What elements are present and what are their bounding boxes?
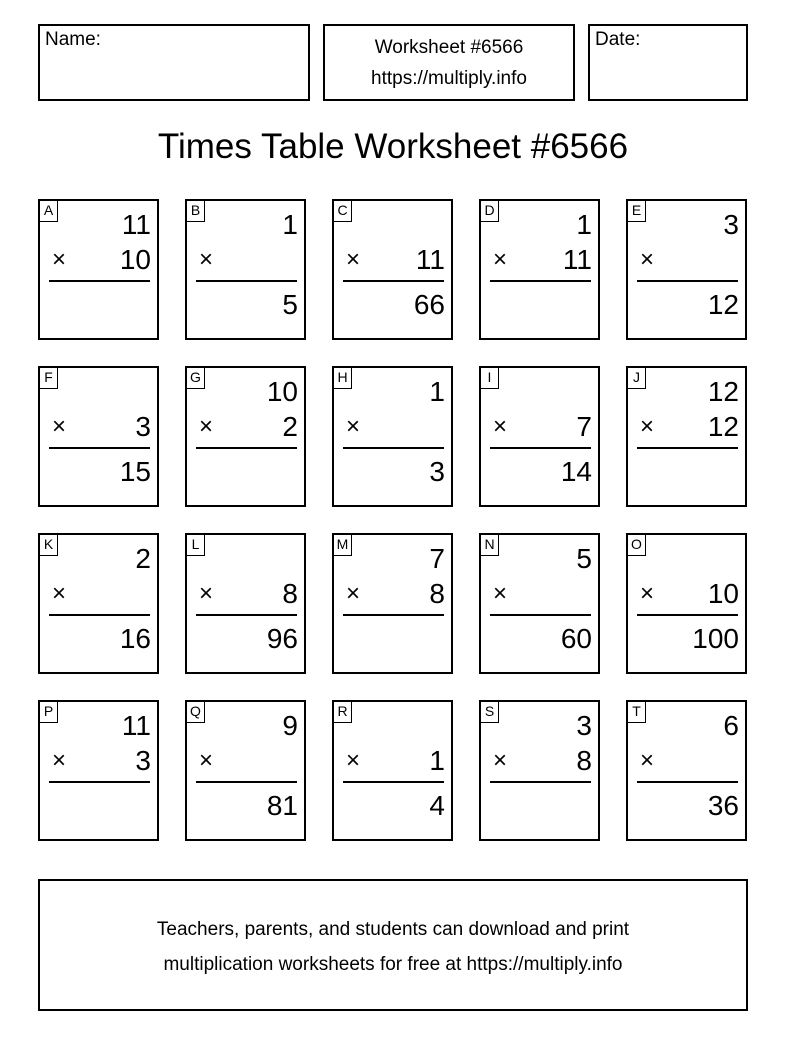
name-label: Name:	[45, 29, 101, 50]
answer-line	[343, 280, 444, 282]
times-sign: ×	[493, 747, 508, 774]
multiplicand: 2	[135, 543, 151, 574]
multiplier: 8	[576, 745, 592, 776]
problem-card	[38, 366, 159, 507]
times-sign: ×	[640, 246, 655, 273]
problem-letter: N	[481, 535, 499, 556]
problem-letter: H	[334, 368, 352, 389]
product: 96	[266, 623, 298, 654]
times-sign: ×	[493, 246, 508, 273]
times-sign: ×	[346, 580, 361, 607]
problem-letter: B	[187, 201, 205, 222]
multiplier: 8	[429, 578, 445, 609]
problem-letter: C	[334, 201, 352, 222]
answer-line	[637, 447, 738, 449]
problem-card	[626, 533, 747, 674]
problem-letter: M	[334, 535, 352, 556]
times-sign: ×	[640, 747, 655, 774]
times-sign: ×	[52, 246, 67, 273]
problem-letter: F	[40, 368, 58, 389]
product: 4	[429, 790, 445, 821]
footer-box	[38, 879, 748, 1011]
multiplicand: 6	[723, 710, 739, 741]
times-sign: ×	[52, 413, 67, 440]
times-sign: ×	[346, 413, 361, 440]
problem-card	[185, 700, 306, 841]
problem-letter: Q	[187, 702, 205, 723]
problem-card	[185, 366, 306, 507]
multiplicand: 3	[576, 710, 592, 741]
multiplicand: 9	[282, 710, 298, 741]
date-label: Date:	[595, 29, 641, 50]
multiplier: 10	[119, 244, 151, 275]
problem-letter: L	[187, 535, 205, 556]
answer-line	[196, 280, 297, 282]
problem-letter: E	[628, 201, 646, 222]
problem-card	[38, 533, 159, 674]
answer-line	[637, 280, 738, 282]
problem-card	[332, 533, 453, 674]
times-sign: ×	[346, 246, 361, 273]
times-sign: ×	[199, 246, 214, 273]
page-title: Times Table Worksheet #6566	[157, 127, 629, 166]
problem-letter: G	[187, 368, 205, 389]
problem-card	[332, 366, 453, 507]
multiplicand: 1	[576, 209, 592, 240]
answer-line	[196, 614, 297, 616]
multiplier: 2	[282, 411, 298, 442]
answer-line	[49, 447, 150, 449]
problem-card	[626, 366, 747, 507]
times-sign: ×	[640, 580, 655, 607]
problem-letter: J	[628, 368, 646, 389]
product: 60	[560, 623, 592, 654]
problem-card	[332, 199, 453, 340]
problem-card	[185, 533, 306, 674]
footer-line-2: multiplication worksheets for free at https://multiply.info	[163, 954, 623, 975]
answer-line	[196, 447, 297, 449]
problem-card	[479, 199, 600, 340]
times-sign: ×	[493, 413, 508, 440]
multiplicand: 11	[121, 710, 151, 741]
times-sign: ×	[493, 580, 508, 607]
answer-line	[490, 614, 591, 616]
answer-line	[490, 447, 591, 449]
answer-line	[637, 781, 738, 783]
multiplicand: 12	[707, 376, 739, 407]
answer-line	[49, 614, 150, 616]
multiplier: 11	[562, 244, 592, 275]
product: 12	[707, 289, 739, 320]
problem-letter: S	[481, 702, 499, 723]
problem-card	[626, 199, 747, 340]
product: 15	[119, 456, 151, 487]
multiplier: 11	[415, 244, 445, 275]
product: 5	[282, 289, 298, 320]
footer-text	[40, 912, 746, 982]
multiplier: 3	[135, 411, 151, 442]
times-sign: ×	[640, 413, 655, 440]
answer-line	[490, 781, 591, 783]
problem-card	[626, 700, 747, 841]
times-sign: ×	[199, 747, 214, 774]
times-sign: ×	[52, 580, 67, 607]
multiplicand: 3	[723, 209, 739, 240]
product: 16	[119, 623, 151, 654]
problem-card	[185, 199, 306, 340]
times-sign: ×	[199, 413, 214, 440]
answer-line	[343, 447, 444, 449]
answer-line	[49, 280, 150, 282]
date-box	[588, 24, 748, 101]
problem-letter: K	[40, 535, 58, 556]
site-url: https://multiply.info	[371, 68, 527, 89]
footer-line-1: Teachers, parents, and students can download and print	[156, 919, 630, 940]
problem-card	[479, 533, 600, 674]
times-sign: ×	[346, 747, 361, 774]
multiplicand: 7	[429, 543, 445, 574]
times-sign: ×	[199, 580, 214, 607]
problem-letter: A	[40, 201, 58, 222]
product: 14	[560, 456, 592, 487]
multiplicand: 10	[266, 376, 298, 407]
product: 100	[692, 623, 739, 654]
worksheet-id-box	[323, 24, 575, 101]
multiplier: 7	[576, 411, 592, 442]
product: 3	[429, 456, 445, 487]
multiplier: 8	[282, 578, 298, 609]
problem-letter: P	[40, 702, 58, 723]
answer-line	[343, 781, 444, 783]
problem-letter: O	[628, 535, 646, 556]
answer-line	[490, 280, 591, 282]
problem-letter: I	[481, 368, 499, 389]
multiplicand: 1	[282, 209, 298, 240]
times-sign: ×	[52, 747, 67, 774]
multiplier: 1	[429, 745, 445, 776]
problem-letter: D	[481, 201, 499, 222]
name-box	[38, 24, 310, 101]
problem-letter: T	[628, 702, 646, 723]
product: 36	[707, 790, 739, 821]
problem-card	[38, 199, 159, 340]
problem-card	[479, 700, 600, 841]
multiplier: 12	[707, 411, 739, 442]
multiplicand: 1	[429, 376, 445, 407]
multiplier: 10	[707, 578, 739, 609]
multiplier: 3	[135, 745, 151, 776]
answer-line	[196, 781, 297, 783]
problem-card	[332, 700, 453, 841]
multiplicand: 11	[121, 209, 151, 240]
answer-line	[637, 614, 738, 616]
multiplicand: 5	[576, 543, 592, 574]
worksheet-label: Worksheet #6566	[374, 37, 524, 58]
problem-card	[479, 366, 600, 507]
problem-letter: R	[334, 702, 352, 723]
answer-line	[49, 781, 150, 783]
product: 81	[266, 790, 298, 821]
product: 66	[413, 289, 445, 320]
problem-card	[38, 700, 159, 841]
answer-line	[343, 614, 444, 616]
